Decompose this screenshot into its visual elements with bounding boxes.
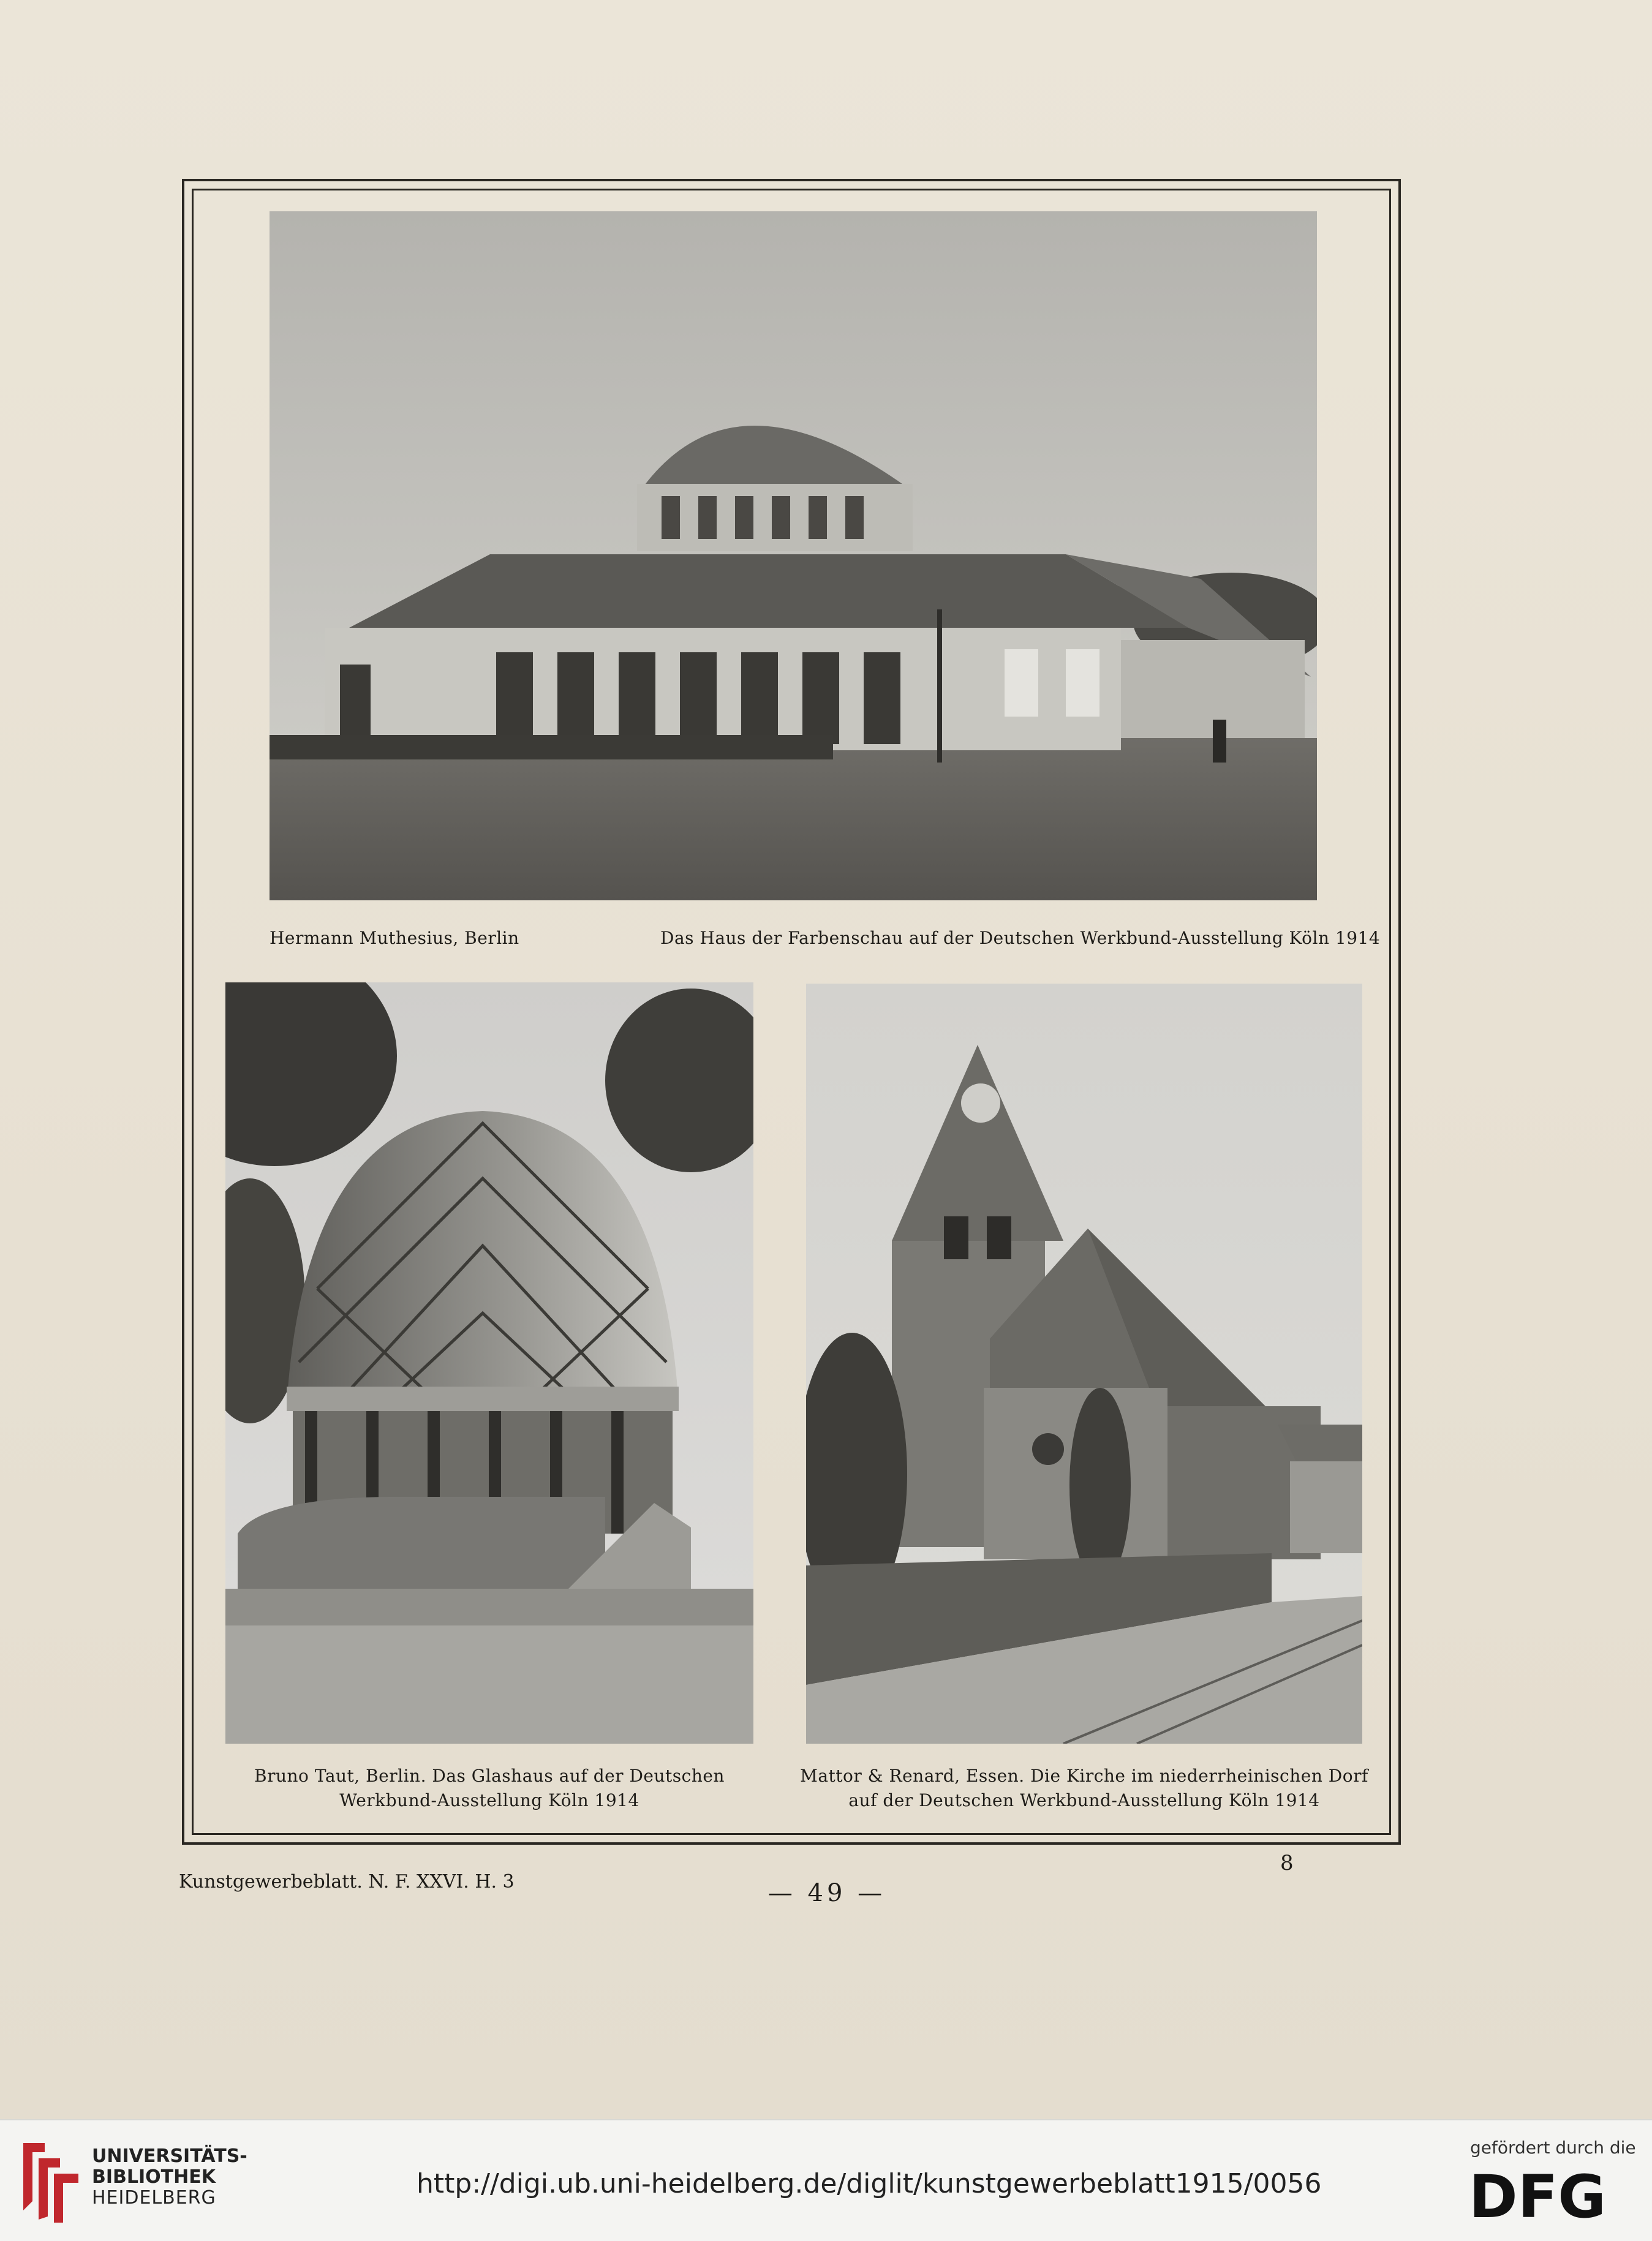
photo-kirche (806, 984, 1362, 1744)
permalink-url[interactable]: http://digi.ub.uni-heidelberg.de/diglit/kunstgewerbeblatt1915/0056 (417, 2168, 1322, 2199)
printer-signature: 8 (1280, 1851, 1294, 1875)
dfg-logo-icon[interactable] (1469, 2168, 1634, 2223)
bottom-bar (0, 2119, 1652, 2241)
caption-left-line1: Bruno Taut, Berlin. Das Glashaus auf der Deutschen (254, 1766, 725, 1786)
page-number: — 49 — (768, 1879, 886, 1907)
library-line2: BIBLIOTHEK (92, 2166, 216, 2188)
caption-left-line2: Werkbund-Ausstellung Köln 1914 (339, 1790, 639, 1810)
photo-glashaus (225, 982, 753, 1744)
caption-right-line2: auf der Deutschen Werkbund-Ausstellung Köln 1914 (848, 1790, 1320, 1810)
caption-right-line1: Mattor & Renard, Essen. Die Kirche im niederrheinischen Dorf (800, 1766, 1368, 1786)
ub-heidelberg-logo-icon[interactable] (17, 2140, 85, 2223)
caption-left (225, 1764, 753, 1813)
dfg-logo-text: DFG (1469, 2168, 1607, 2223)
journal-reference: Kunstgewerbeblatt. N. F. XXVI. H. 3 (179, 1871, 515, 1893)
photo-farbenschau (270, 211, 1317, 900)
caption-top-right: Das Haus der Farbenschau auf der Deutschen Werkbund-Ausstellung Köln 1914 (660, 928, 1381, 948)
library-line3: HEIDELBERG (92, 2187, 216, 2209)
caption-right (796, 1764, 1372, 1813)
library-name[interactable] (92, 2146, 247, 2209)
caption-top-left: Hermann Muthesius, Berlin (270, 928, 519, 948)
library-line1: UNIVERSITÄTS- (92, 2145, 247, 2167)
funded-by-label: gefördert durch die (1470, 2137, 1636, 2158)
